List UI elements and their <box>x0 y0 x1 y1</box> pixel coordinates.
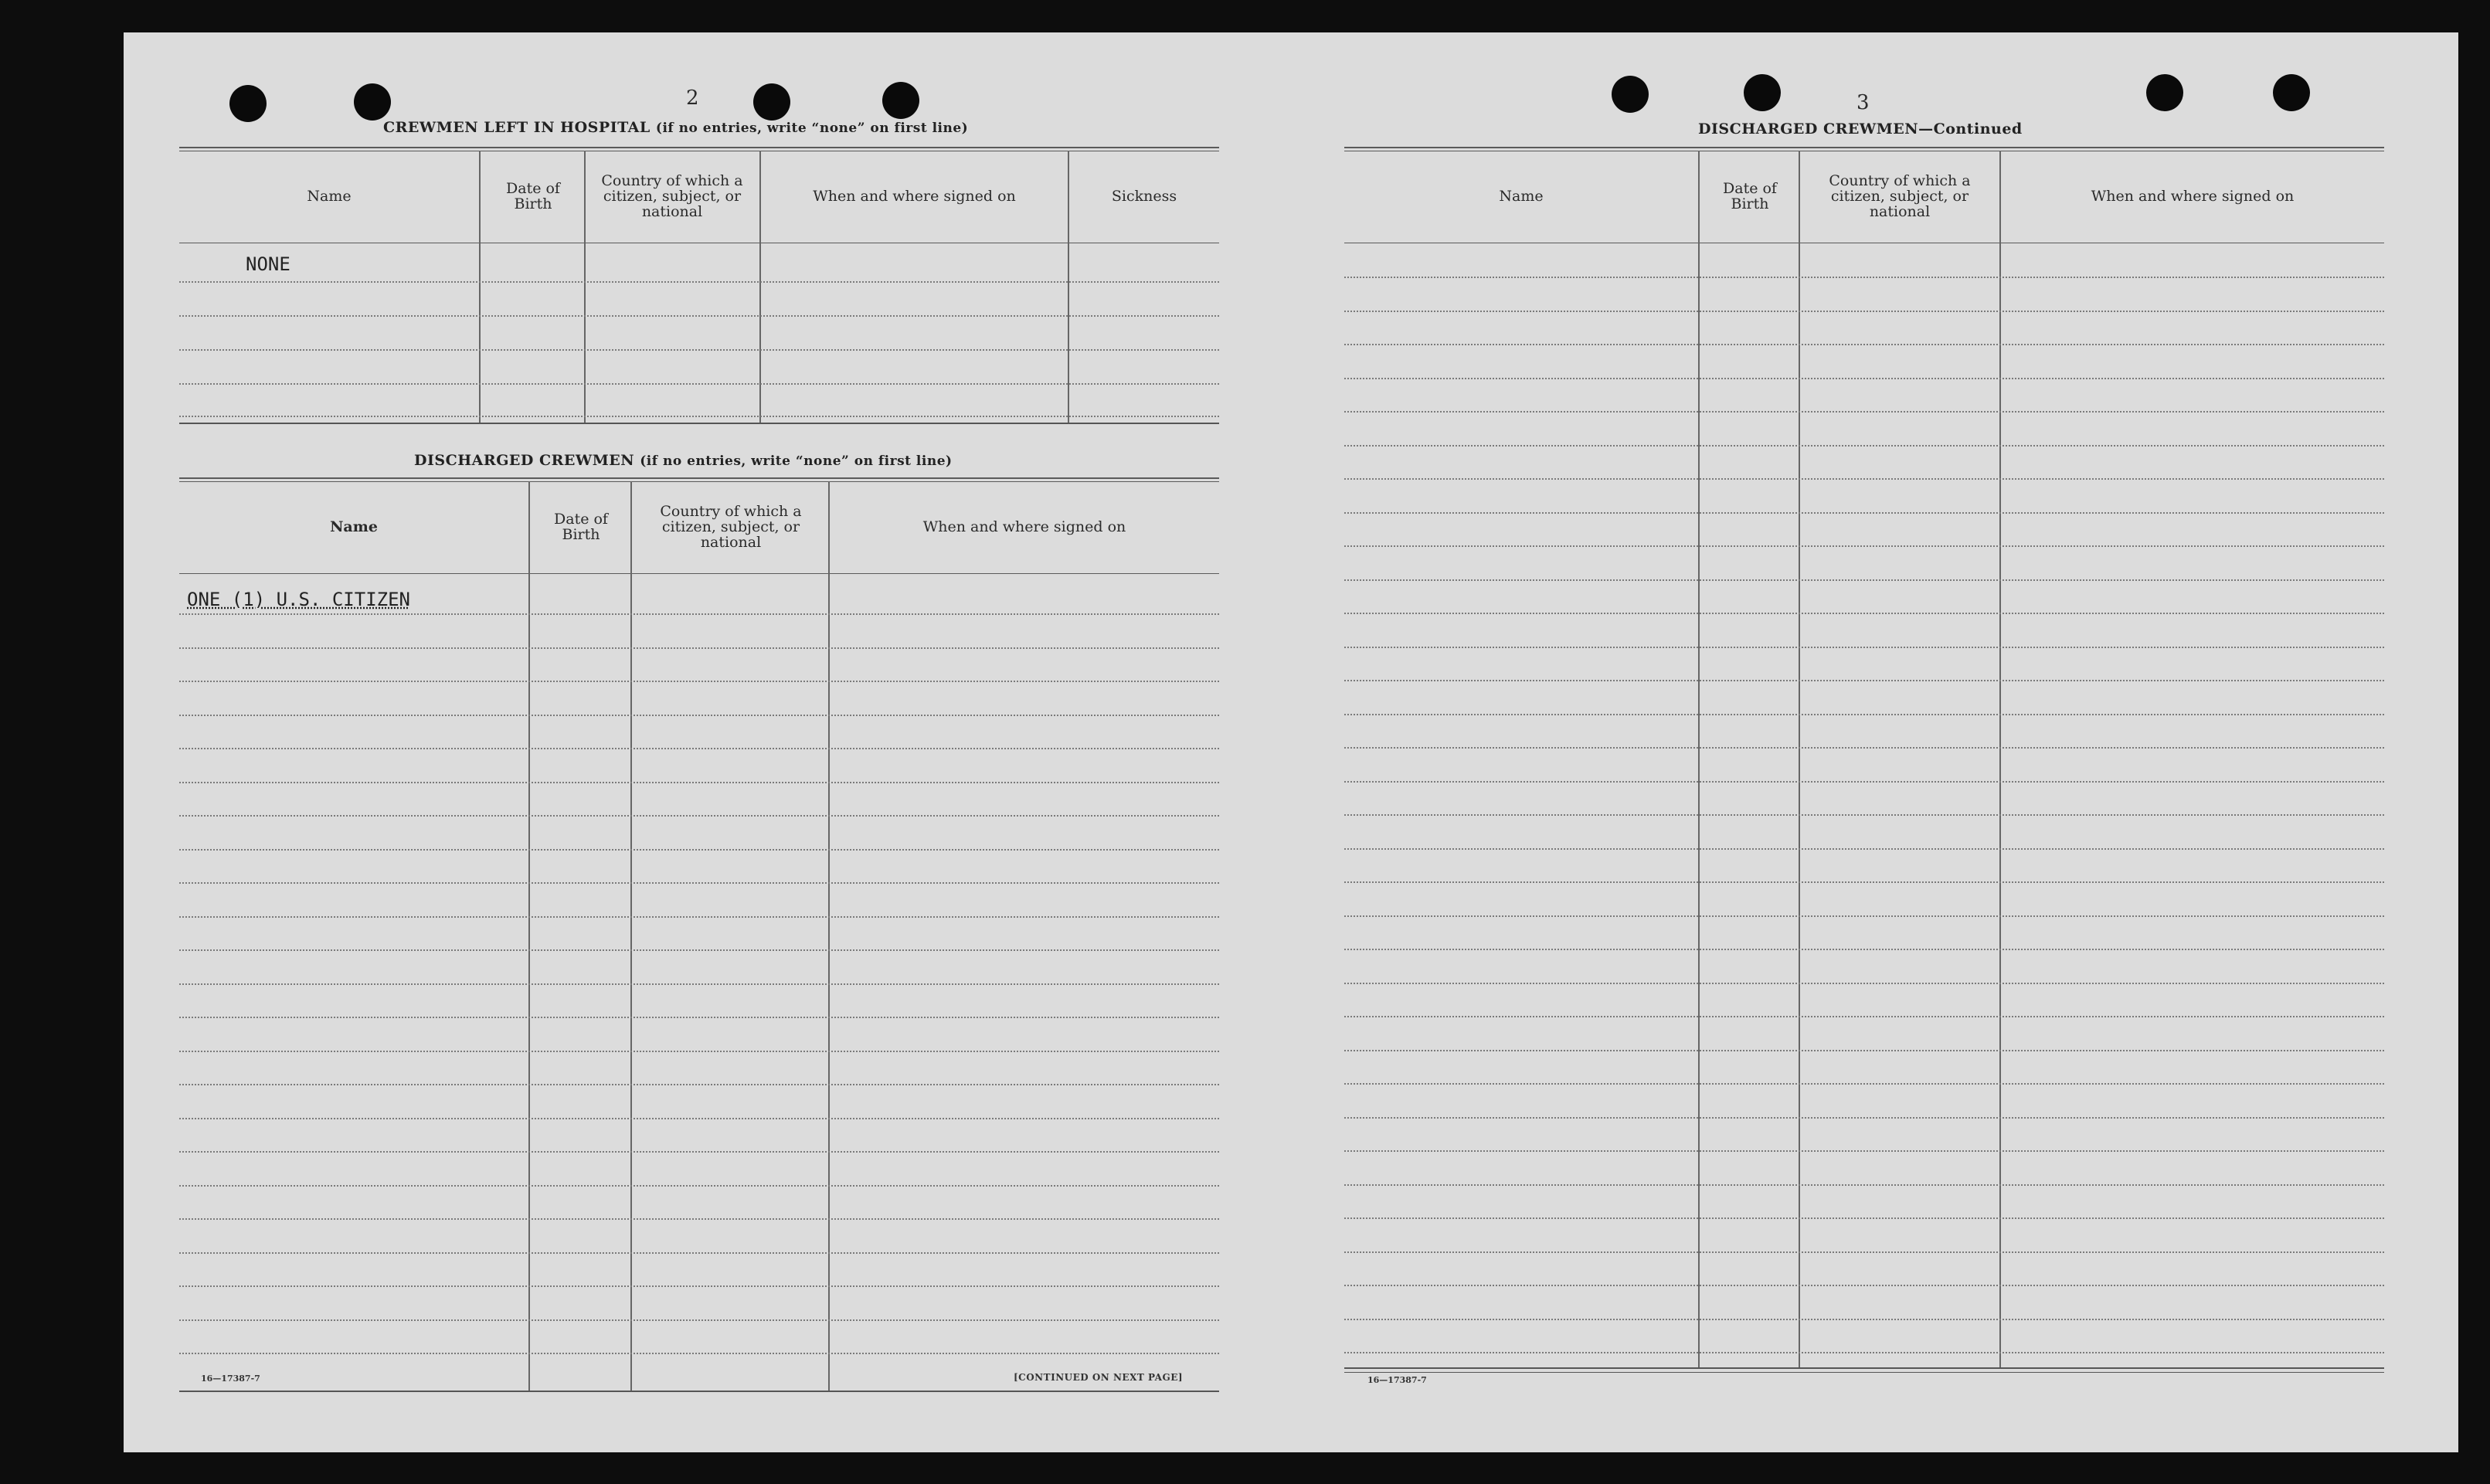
table-row <box>179 416 1219 417</box>
table-row <box>179 1017 1219 1018</box>
punch-hole <box>753 83 790 121</box>
table-row <box>1344 277 2384 278</box>
col-header-signed-on: When and where signed on <box>2091 188 2295 205</box>
table-row <box>179 315 1219 317</box>
table-row <box>179 1218 1219 1220</box>
col-header-date-of-birth: Date of Birth <box>1723 180 1777 212</box>
table-row <box>1344 949 2384 950</box>
table-row <box>1344 680 2384 681</box>
table-row <box>1344 1083 2384 1085</box>
col-header-sickness: Sickness <box>1111 188 1177 205</box>
discharged-instruction: (if no entries, write “none” on first line) <box>640 453 953 469</box>
table-row <box>179 383 1219 385</box>
punch-hole <box>2146 74 2183 111</box>
table-row <box>179 782 1219 783</box>
table-row <box>179 748 1219 749</box>
table-row <box>179 1353 1219 1354</box>
table-row <box>1344 579 2384 581</box>
table-row <box>1344 1117 2384 1119</box>
table-row <box>179 281 1219 283</box>
table-row <box>1344 1150 2384 1152</box>
table-row <box>1344 1217 2384 1219</box>
col-header-name: Name <box>1499 188 1544 205</box>
table-row <box>1344 613 2384 614</box>
col-header-country: Country of which a citizen, subject, or national <box>601 172 743 220</box>
table-row <box>1344 747 2384 749</box>
punch-hole <box>1612 76 1649 113</box>
table-row <box>179 815 1219 817</box>
table-row <box>1344 848 2384 850</box>
punch-hole <box>354 83 391 121</box>
hospital-instruction: (if no entries, write “none” on first line) <box>655 121 969 136</box>
table-row <box>1344 344 2384 345</box>
table-row <box>179 349 1219 351</box>
col-header-country: Country of which a citizen, subject, or national <box>1829 172 1971 220</box>
table-row <box>179 715 1219 716</box>
col-header-signed-on: When and where signed on <box>813 188 1016 205</box>
form-number-left: 16—17387-7 <box>201 1374 260 1384</box>
table-row <box>179 647 1219 649</box>
punch-hole <box>2273 74 2310 111</box>
table-row <box>1344 512 2384 514</box>
table-row <box>1344 881 2384 883</box>
col-header-name: Name <box>330 518 378 535</box>
page-number-right: 3 <box>1856 91 1870 114</box>
table-row <box>179 1118 1219 1119</box>
punch-hole <box>882 82 919 119</box>
table-row <box>179 882 1219 884</box>
hospital-table <box>179 147 1219 459</box>
table-row <box>179 1285 1219 1287</box>
table-row <box>1344 411 2384 413</box>
col-header-date-of-birth: Date of Birth <box>506 180 560 212</box>
table-row <box>1344 1352 2384 1353</box>
table-row <box>1344 781 2384 783</box>
table-row <box>1344 1285 2384 1286</box>
continued-note: [CONTINUED ON NEXT PAGE] <box>1014 1372 1184 1383</box>
table-row <box>179 849 1219 851</box>
table-row <box>1344 311 2384 312</box>
page-number-left: 2 <box>686 87 699 110</box>
table-row <box>1344 1016 2384 1017</box>
col-header-name: Name <box>307 188 352 205</box>
table-row <box>179 1252 1219 1254</box>
table-row <box>179 1185 1219 1187</box>
form-number-right: 16—17387-7 <box>1367 1375 1427 1385</box>
table-row <box>179 613 1219 615</box>
discharged-title-text: DISCHARGED CREWMEN <box>414 452 635 469</box>
table-row <box>179 949 1219 951</box>
table-row <box>1344 1251 2384 1253</box>
table-row <box>179 1319 1219 1321</box>
table-row <box>179 983 1219 985</box>
punch-hole <box>1744 74 1781 111</box>
table-row <box>1344 1050 2384 1051</box>
table-row <box>1344 445 2384 447</box>
discharged-table-right <box>1344 147 2384 1403</box>
discharged-section-title <box>414 452 953 469</box>
table-row <box>179 1084 1219 1085</box>
col-header-country: Country of which a citizen, subject, or national <box>660 503 802 551</box>
table-row <box>179 916 1219 918</box>
table-row <box>179 1151 1219 1153</box>
table-row <box>1344 814 2384 816</box>
col-header-date-of-birth: Date of Birth <box>554 511 608 543</box>
table-row <box>179 1051 1219 1052</box>
table-row <box>179 681 1219 682</box>
table-row <box>1344 915 2384 917</box>
discharged-entry-name: ONE (1) U.S. CITIZEN <box>187 589 410 610</box>
table-row <box>1344 647 2384 648</box>
table-row <box>1344 714 2384 715</box>
table-row <box>1344 1319 2384 1320</box>
table-row <box>1344 378 2384 379</box>
hospital-title-text: CREWMEN LEFT IN HOSPITAL <box>383 119 651 136</box>
punch-hole <box>229 85 267 122</box>
discharged-table-left <box>179 477 1219 1392</box>
table-row <box>1344 478 2384 480</box>
table-row <box>1344 545 2384 547</box>
col-header-signed-on: When and where signed on <box>922 518 1126 535</box>
discharged-continued-title: DISCHARGED CREWMEN—Continued <box>1698 121 2023 138</box>
hospital-section-title <box>383 119 968 136</box>
hospital-entry-name: NONE <box>246 253 290 275</box>
table-row <box>1344 983 2384 984</box>
table-row <box>1344 1184 2384 1186</box>
document-sheet <box>124 32 2458 1452</box>
